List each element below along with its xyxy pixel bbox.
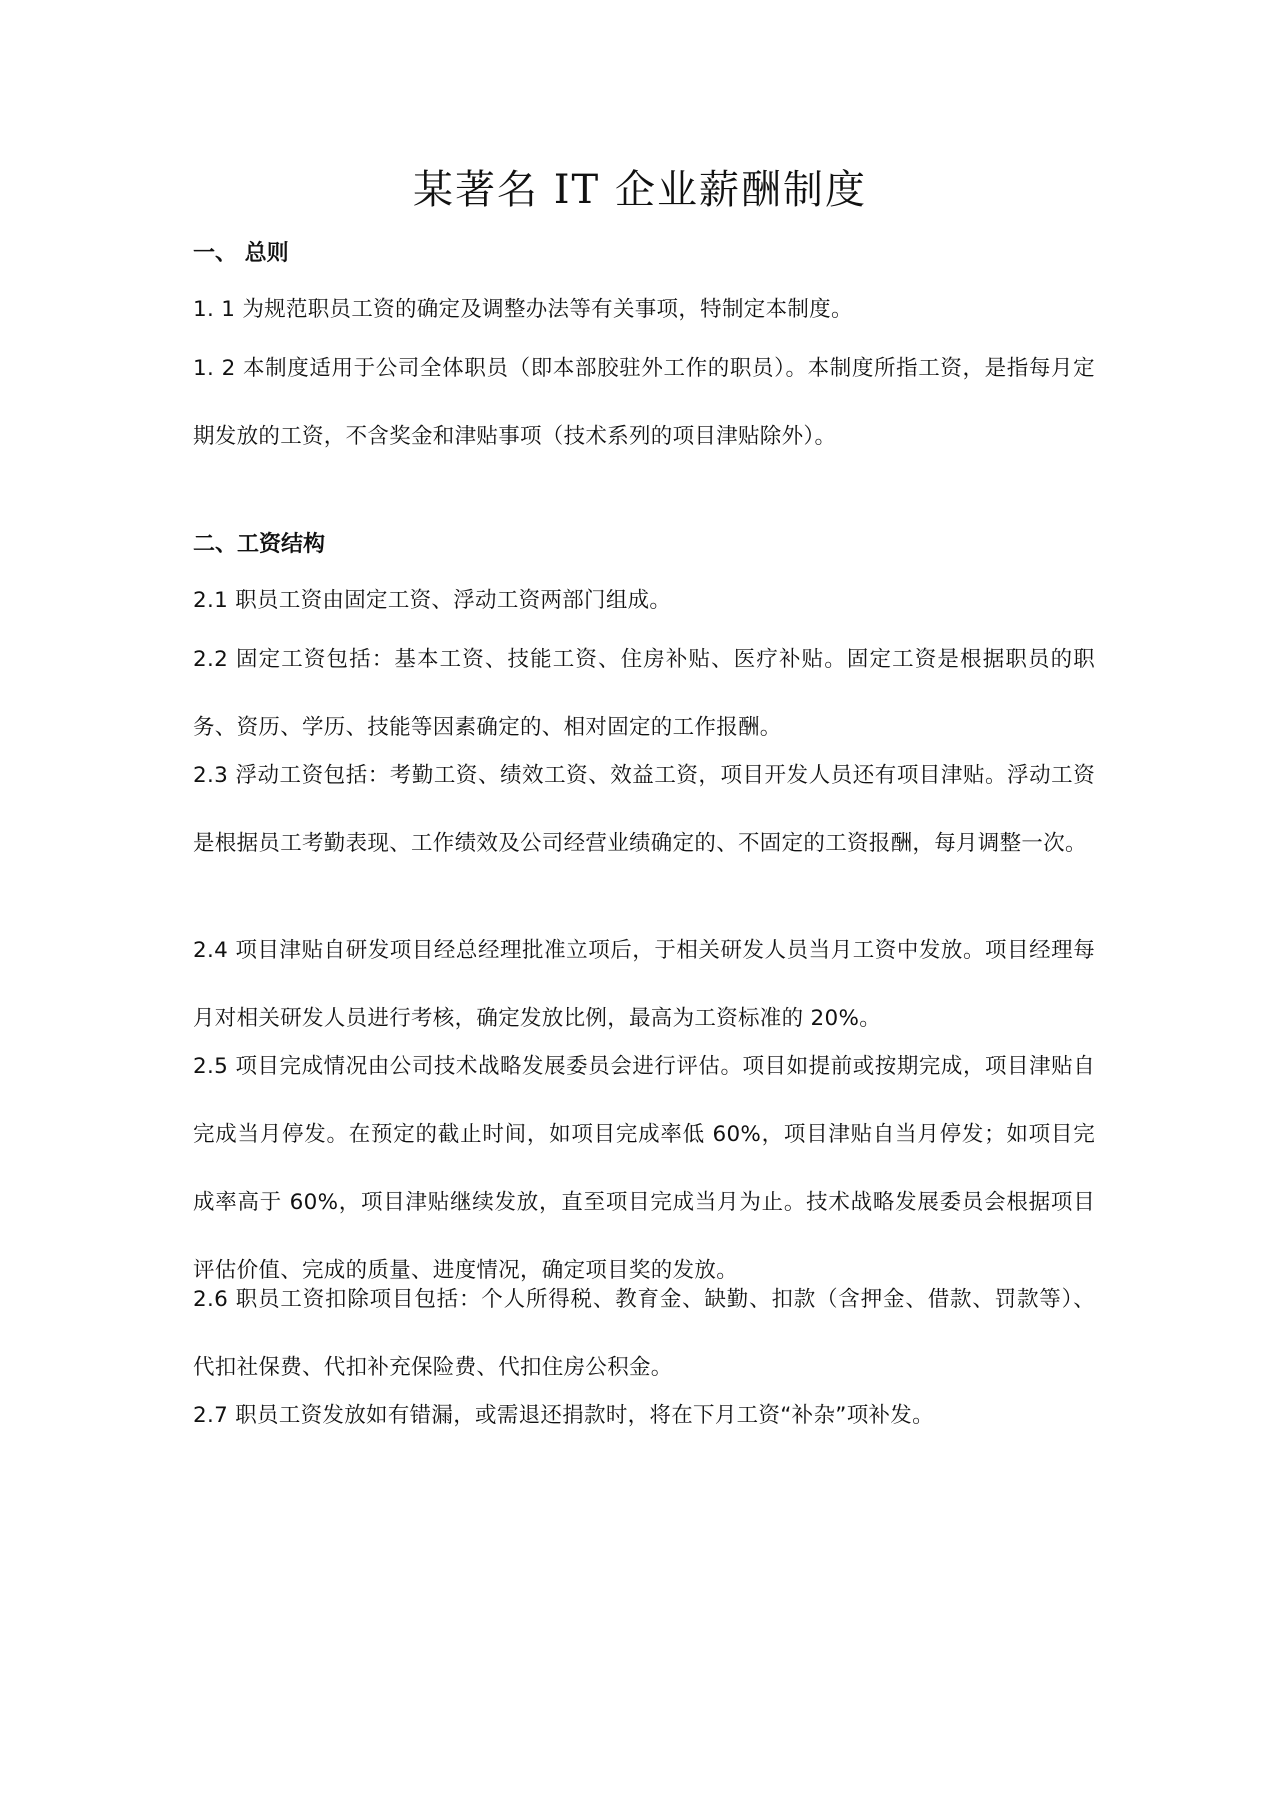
paragraph-1-2: 1. 2 本制度适用于公司全体职员（即本部胶驻外工作的职员）。本制度所指工资，是指每月定期发放的工资，不含奖金和津贴事项（技术系列的项目津贴除外）。 <box>193 356 1095 449</box>
paragraph-2-5: 2.5 项目完成情况由公司技术战略发展委员会进行评估。项目如提前或按期完成，项目津贴自完成当月停发。在预定的截止时间，如项目完成率低 60%，项目津贴自当月停发；如项目完成率高于 60%，项目津贴继续发放，直至项目完成当月为止。技术战略发展委员会根据项目评估价值、完成的质量、进度情况，确定项目奖的发放。 <box>193 1054 1095 1283</box>
paragraph-2-2: 2.2 固定工资包括：基本工资、技能工资、住房补贴、医疗补贴。固定工资是根据职员的职务、资历、学历、技能等因素确定的、相对固定的工作报酬。 <box>193 647 1095 740</box>
paragraph-2-6: 2.6 职员工资扣除项目包括：个人所得税、教育金、缺勤、扣款（含押金、借款、罚款等）、代扣社保费、代扣补充保险费、代扣住房公积金。 <box>193 1287 1095 1380</box>
paragraph-2-7: 2.7 职员工资发放如有错漏，或需退还捐款时，将在下月工资“补杂”项补发。 <box>193 1403 934 1428</box>
paragraph-2-4: 2.4 项目津贴自研发项目经总经理批准立项后，于相关研发人员当月工资中发放。项目经理每月对相关研发人员进行考核，确定发放比例，最高为工资标准的 20%。 <box>193 938 1095 1031</box>
paragraph-2-3: 2.3 浮动工资包括：考勤工资、绩效工资、效益工资，项目开发人员还有项目津贴。浮动工资是根据员工考勤表现、工作绩效及公司经营业绩确定的、不固定的工资报酬，每月调整一次。 <box>193 763 1095 856</box>
document-title: 某著名 IT 企业薪酬制度 <box>413 167 867 213</box>
section-heading-general: 一、 总则 <box>193 241 289 266</box>
paragraph-2-1: 2.1 职员工资由固定工资、浮动工资两部门组成。 <box>193 588 672 613</box>
paragraph-1-1: 1. 1 为规范职员工资的确定及调整办法等有关事项，特制定本制度。 <box>193 297 853 322</box>
section-heading-salary-structure: 二、工资结构 <box>193 532 326 557</box>
